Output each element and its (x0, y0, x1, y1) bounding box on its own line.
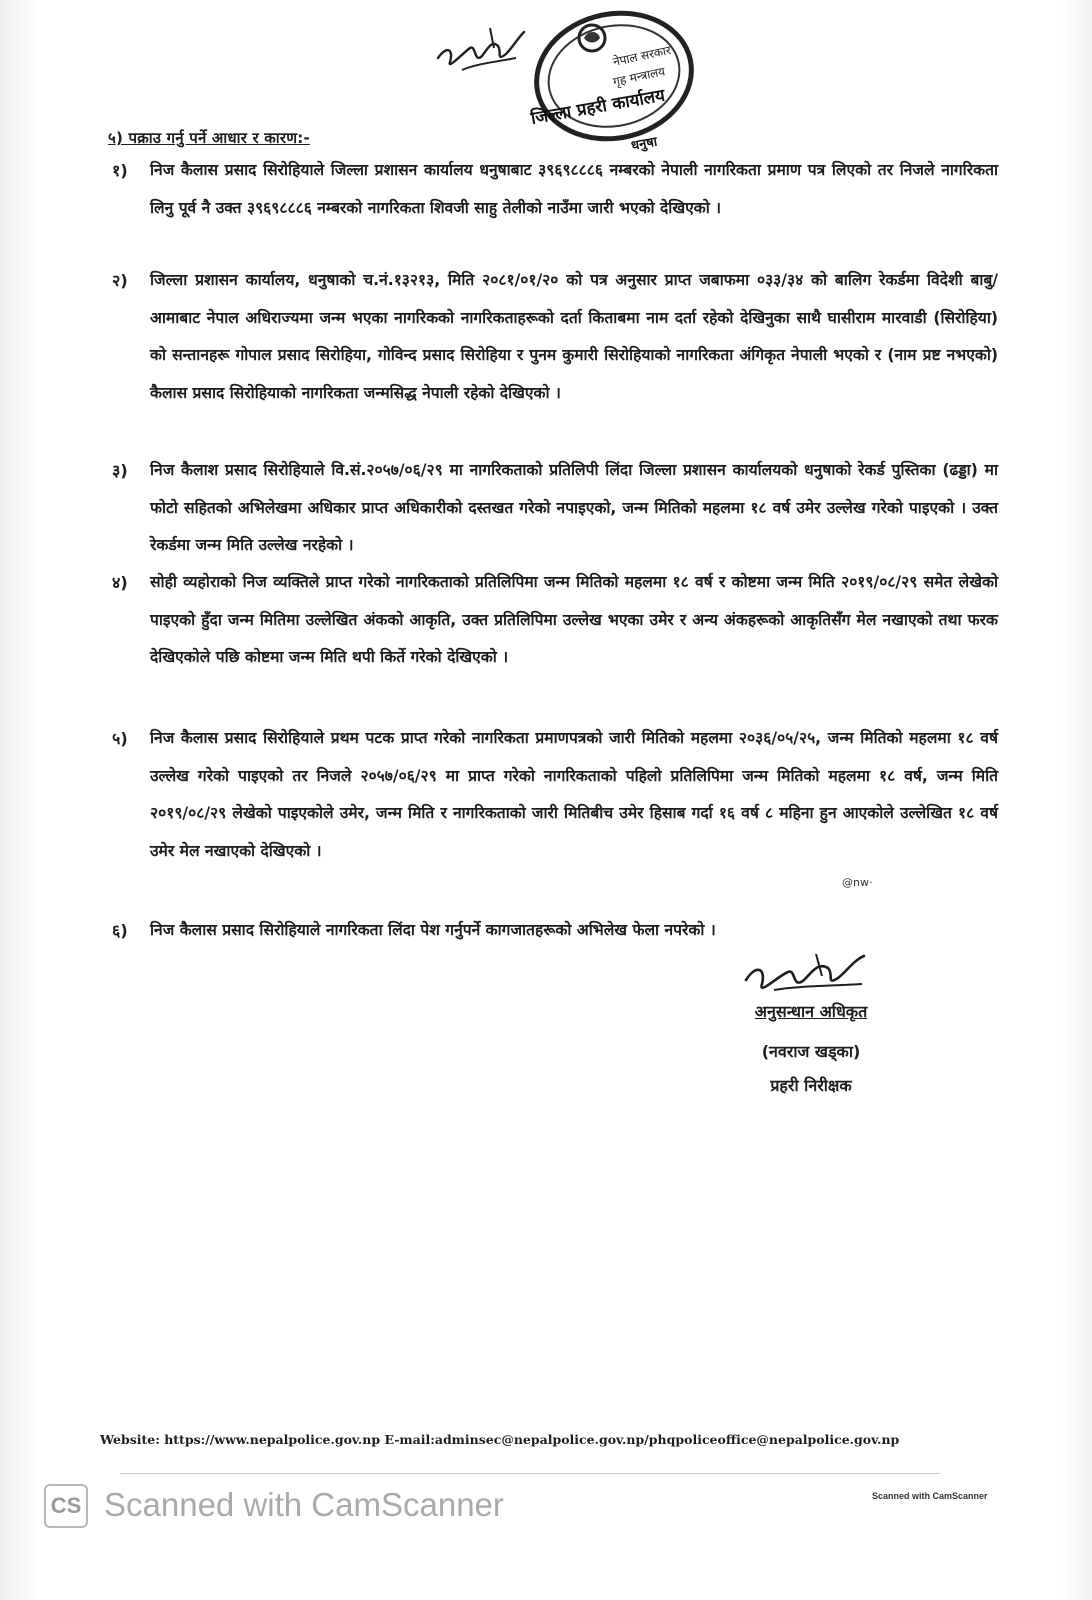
footer-divider (120, 1473, 940, 1474)
reason-text: निज कैलास प्रसाद सिरोहियाले प्रथम पटक प्राप्त गरेको नागरिकता प्रमाणपत्रको जारी मितिको महलमा २०३६/०५/२५, जन्म मितिको महलमा १८ वर्ष उल्लेख गरेको पाइएको तर निजले २०५७/०६/२९ मा प्राप्त गरेको नागरिकताको पहिलो प्रतिलिपिमा जन्म मितिको महलमा १८ वर्ष, जन्म मिति २०१९/०८/२९ लेखेको पाइएकोले उमेर, जन्म मिति र नागरिकताको जारी मितिबीच उमेर हिसाब गर्दा १६ वर्ष ८ महिना हुन आएकोले उल्लेखित १८ वर्ष उमेर मेल नखाएको देखिएको । (150, 729, 998, 860)
reason-text: निज कैलाश प्रसाद सिरोहियाले वि.सं.२०५७/०६/२९ मा नागरिकताको प्रतिलिपी लिंदा जिल्ला प्रशासन कार्यालयको धनुषाको रेकर्ड पुस्तिका (ढड्डा) मा फोटो सहितको अभिलेखमा अधिकार प्राप्त अधिकारीको दस्तखत गरेको नपाइएको, जन्म मितिको महलमा १८ वर्ष उमेर उल्लेख गरेको पाइएको । उक्त रेकर्डमा जन्म मिति उल्लेख नरहेको । (150, 461, 998, 554)
reason-number: ३) (112, 461, 128, 480)
signatory-rank: प्रहरी निरीक्षक (770, 1076, 852, 1095)
reason-number: २) (112, 271, 128, 290)
watermark-handle: @nw· (842, 876, 873, 889)
header-signature (432, 18, 532, 88)
seal-text-line-2: गृह मन्त्रालय (611, 64, 667, 89)
reason-number: ४) (112, 573, 128, 592)
reason-item (112, 452, 998, 565)
camscanner-logo-icon: CS (44, 1484, 88, 1528)
footer-contact-line: Website: https://www.nepalpolice.gov.np E-mail:adminsec@nepalpolice.gov.np/phqpoliceoffice@nepalpolice.gov.np (100, 1432, 900, 1447)
camscanner-small-label: Scanned with CamScanner (872, 1491, 988, 1501)
camscanner-label: Scanned with CamScanner (104, 1486, 504, 1523)
reason-text: निज कैलास प्रसाद सिरोहियाले जिल्ला प्रशासन कार्यालय धनुषाबाट ३९६९८८८६ नम्बरको नेपाली नागरिकता प्रमाण पत्र लिएको तर निजले नागरिकता लिनु पूर्व नै उक्त ३९६९८८८६ नम्बरको नागरिकता शिवजी साहु तेलीको नाउँमा जारी भएको देखिएको । (150, 161, 998, 217)
reason-item (112, 720, 998, 870)
seal-text-line-1: नेपाल सरकार (611, 43, 673, 69)
reason-item (112, 262, 998, 412)
officer-signature (738, 950, 878, 1002)
seal-text-line-4: धनुषा (630, 134, 659, 154)
signatory-title: अनुसन्धान अधिकृत (754, 1002, 868, 1021)
reason-text: निज कैलास प्रसाद सिरोहियाले नागरिकता लिंदा पेश गर्नुपर्ने कागजातहरूको अभिलेख फेला नपरेको । (150, 921, 716, 939)
reason-number: १) (112, 161, 128, 180)
signatory-name: (नवराज खड्का) (761, 1042, 861, 1061)
reason-item (112, 912, 998, 950)
reason-text: सोही व्यहोराको निज व्यक्तिले प्राप्त गरेको नागरिकताको प्रतिलिपिमा जन्म मितिको महलमा १८ वर्ष र कोष्टमा जन्म मिति २०१९/०८/२९ समेत लेखेको पाइएको हुँदा जन्म मितिमा उल्लेखित अंकको आकृति, उक्त प्रतिलिपिमा उल्लेख भएका उमेर र अन्य अंकहरूको आकृतिसँग मेल नखाएको तथा फरक देखिएकोले पछि कोष्टमा जन्म मिति थपी किर्ते गरेको देखिएको । (150, 573, 998, 666)
reason-item (112, 152, 998, 227)
reason-number: ६) (112, 921, 128, 940)
section-heading: ५) पक्राउ गर्नु पर्ने आधार र कारण:- (108, 129, 310, 147)
reason-text: जिल्ला प्रशासन कार्यालय, धनुषाको च.नं.१३२१३, मिति २०८१/०१/२० को पत्र अनुसार प्राप्त जबाफमा ०३३/३४ को बालिग रेकर्डमा विदेशी बाबु/आमाबाट नेपाल अधिराज्यमा जन्म भएका नागरिकको नागरिकताहरूको दर्ता किताबमा नाम दर्ता रहेको देखिनुका साथै घासीराम मारवाडी (सिरोहिया) को सन्तानहरू गोपाल प्रसाद सिरोहिया, गोविन्द प्रसाद सिरोहिया र पुनम कुमारी सिरोहियाको नागरिकता अंगिकृत नेपाली भएको र (नाम प्रष्ट नभएको) कैलास प्रसाद सिरोहियाको नागरिकता जन्मसिद्ध नेपाली रहेको देखिएको । (150, 271, 998, 402)
reason-item (112, 564, 998, 677)
district-police-office-seal (522, 4, 702, 154)
reason-number: ५) (112, 729, 128, 748)
seal-text-line-3: जिल्ला प्रहरी कार्यालय (529, 85, 667, 129)
